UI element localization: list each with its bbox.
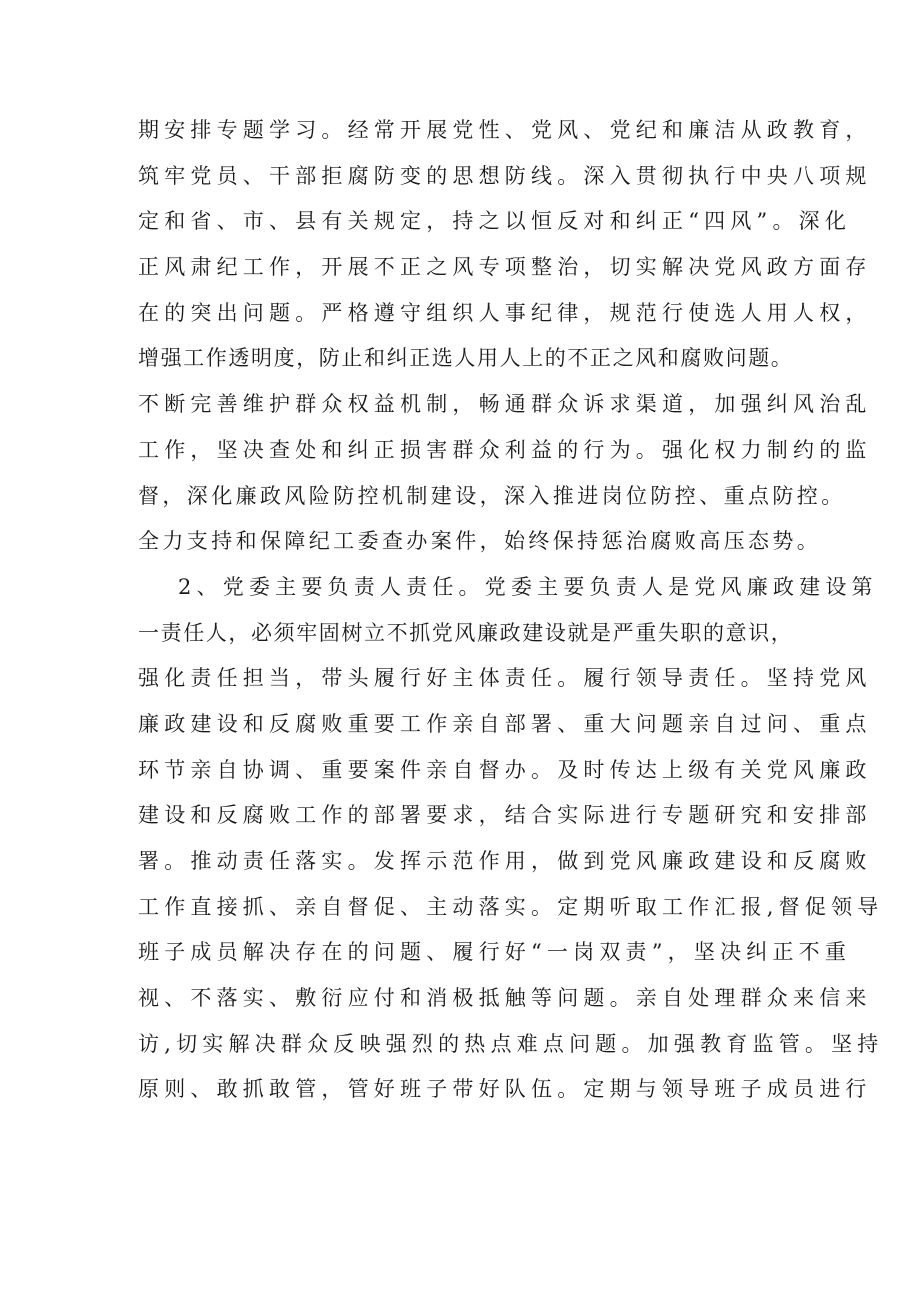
text-line: 不断完善维护群众权益机制，畅通群众诉求渠道，加强纠风治乱	[138, 392, 872, 417]
text-line: 环节亲自协调、重要案件亲自督办。及时传达上级有关党风廉政	[138, 757, 872, 782]
text-line: 督，深化廉政风险防控机制建设，深入推进岗位防控、重点防控。	[138, 483, 846, 508]
text-line: 班子成员解决存在的问题、履行好“一岗双责”，坚决纠正不重	[138, 940, 852, 965]
text-line: 廉政建设和反腐败重要工作亲自部署、重大问题亲自过问、重点	[138, 711, 872, 736]
paragraph-2-first-line: 2、党委主要负责人责任。党委主要负责人是党风廉政建设第	[178, 574, 878, 599]
text-line: 原则、敢抓敢管，管好班子带好队伍。定期与领导班子成员进行	[138, 1077, 872, 1102]
text-line: 一责任人，必须牢固树立不抓党风廉政建设就是严重失职的意识，	[138, 620, 794, 645]
text-line: 工作，坚决查处和纠正损害群众利益的行为。强化权力制约的监	[138, 437, 872, 462]
text-line: 全力支持和保障纪工委查办案件，始终保持惩治腐败高压态势。	[138, 529, 822, 554]
text-line: 期安排专题学习。经常开展党性、党风、党纪和廉洁从政教育，	[138, 118, 872, 142]
text-line: 署。推动责任落实。发挥示范作用，做到党风廉政建设和反腐败	[138, 849, 872, 873]
text-line: 定和省、市、县有关规定，持之以恒反对和纠正“四风”。深化	[138, 209, 852, 234]
text-line: 增强工作透明度，防止和纠正选人用人上的不正之风和腐败问题。	[138, 346, 794, 371]
text-line: 工作直接抓、亲自督促、主动落实。定期听取工作汇报,督促领导	[138, 894, 884, 919]
body-text	[138, 108, 884, 1113]
text-line: 正风肃纪工作，开展不正之风专项整治，切实解决党风政方面存	[138, 255, 872, 280]
text-line: 筑牢党员、干部拒腐防变的思想防线。深入贯彻执行中央八项规	[138, 163, 872, 188]
text-line: 建设和反腐败工作的部署要求，结合实际进行专题研究和安排部	[138, 803, 872, 828]
text-line: 视、不落实、敷衍应付和消极抵触等问题。亲自处理群众来信来	[138, 986, 872, 1011]
text-line: 在的突出问题。严格遵守组织人事纪律，规范行使选人用人权，	[138, 300, 872, 325]
text-line: 强化责任担当，带头履行好主体责任。履行领导责任。坚持党风	[138, 666, 872, 691]
text-line: 访,切实解决群众反映强烈的热点难点问题。加强教育监管。坚持	[138, 1031, 884, 1056]
